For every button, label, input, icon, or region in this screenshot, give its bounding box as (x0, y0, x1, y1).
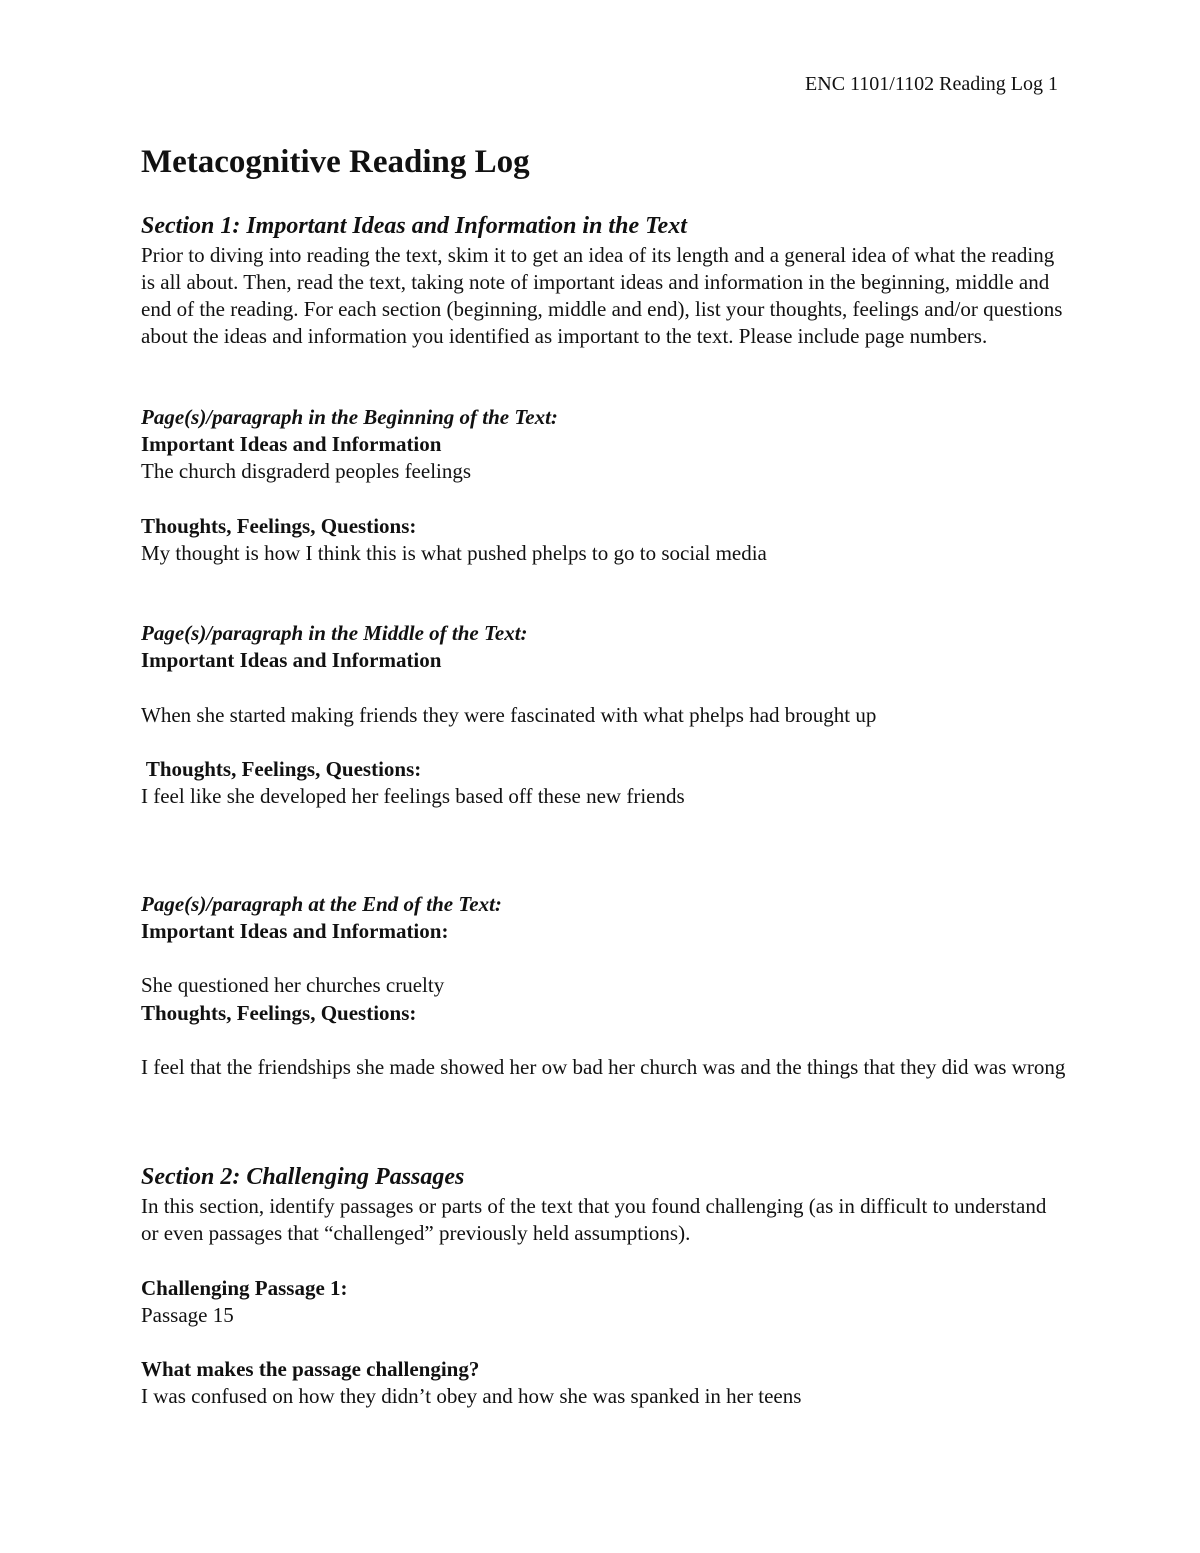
middle-ideas-label: Important Ideas and Information (141, 648, 442, 672)
section-1-heading: Section 1: Important Ideas and Information in the Text (141, 213, 687, 239)
beginning-label: Page(s)/paragraph in the Beginning of the Text: (141, 405, 558, 429)
middle-ideas-text: When she started making friends they were fascinated with what phelps had brought up (141, 703, 877, 727)
document-title: Metacognitive Reading Log (141, 144, 530, 180)
middle-thoughts-text: I feel like she developed her feelings based off these new friends (141, 784, 685, 808)
end-thoughts-text: I feel that the friendships she made showed her ow bad her church was and the things that they did was wrong (141, 1055, 1066, 1079)
beginning-ideas-text: The church disgraderd peoples feelings (141, 459, 472, 483)
passage-1-text: Passage 15 (141, 1303, 234, 1327)
document-page (141, 0, 1066, 1553)
end-thoughts-label: Thoughts, Feelings, Questions: (141, 1001, 417, 1025)
section-2-instructions: In this section, identify passages or parts of the text that you found challenging (as in difficult to understand or even passages that “challenged” previously held assumptions). (141, 1194, 1047, 1245)
section-1-instructions: Prior to diving into reading the text, skim it to get an idea of its length and a general idea of what the reading is all about. Then, read the text, taking note of important ideas and information in the beginning, middle and end of the reading. For each section (beginning, middle and end), list your thoughts, feelings and/or questions about the ideas and information you identified as important to the text. Please include page numbers. (141, 243, 1063, 348)
beginning-thoughts-text: My thought is how I think this is what pushed phelps to go to social media (141, 541, 767, 565)
end-ideas-label: Important Ideas and Information: (141, 919, 449, 943)
end-ideas-text: She questioned her churches cruelty (141, 973, 445, 997)
beginning-thoughts-label: Thoughts, Feelings, Questions: (141, 514, 417, 538)
middle-thoughts-label: Thoughts, Feelings, Questions: (141, 757, 422, 781)
passage-challenge-text: I was confused on how they didn’t obey and how she was spanked in her teens (141, 1384, 802, 1408)
running-header: ENC 1101/1102 Reading Log 1 (805, 73, 1058, 95)
passage-1-label: Challenging Passage 1: (141, 1276, 348, 1300)
passage-challenge-label: What makes the passage challenging? (141, 1357, 480, 1381)
end-label: Page(s)/paragraph at the End of the Text: (141, 892, 502, 916)
middle-label: Page(s)/paragraph in the Middle of the Text: (141, 621, 528, 645)
beginning-ideas-label: Important Ideas and Information (141, 432, 442, 456)
section-2-heading: Section 2: Challenging Passages (141, 1164, 465, 1190)
